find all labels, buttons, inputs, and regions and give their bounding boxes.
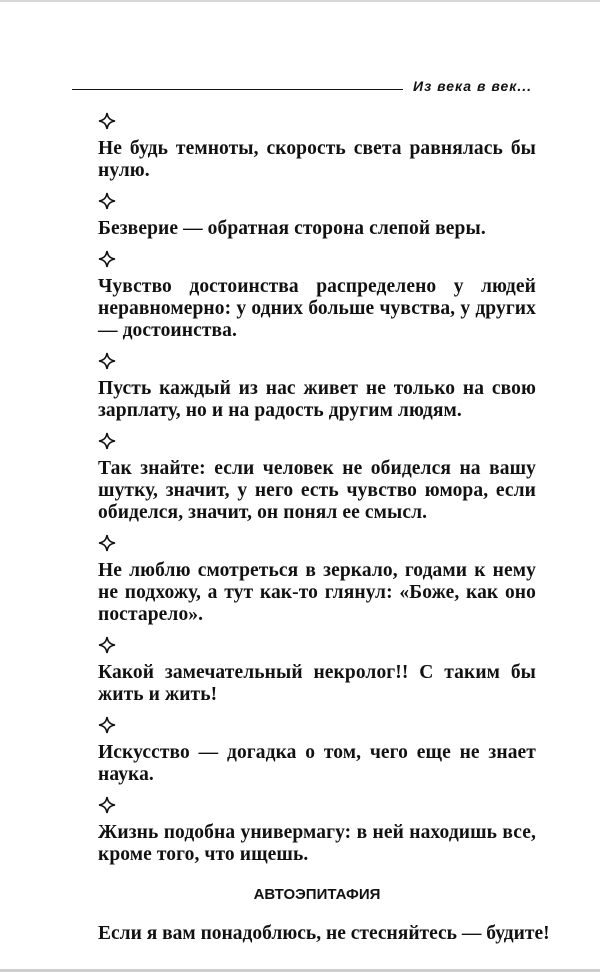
aphorism-text: Какой замечательный некролог!! С таким бы жить и жить!: [98, 662, 536, 705]
aphorism-entry: [98, 192, 536, 240]
aphorism-text: Пусть каждый из нас живет не только на свою зарплату, но и на радость другим людям.: [98, 378, 536, 421]
aphorism-text: Так знайте: если человек не обиделся на вашу шутку, значит, у него есть чувство юмора, если обиделся, значит, он понял ее смысл.: [98, 458, 536, 523]
star-icon: [98, 192, 116, 210]
star-icon: [98, 534, 116, 552]
star-icon: [98, 352, 116, 370]
aphorism-entry: [98, 636, 536, 706]
star-icon: [98, 432, 116, 450]
epitaph-text: Если я вам понадоблюсь, не стесняйтесь — будите!: [98, 923, 550, 944]
star-icon: [98, 716, 116, 734]
aphorism-text: Искусство — догадка о том, чего еще не знает наука.: [98, 742, 536, 785]
aphorism-entry: [98, 534, 536, 626]
aphorism-text: Безверие — обратная сторона слепой веры.: [98, 218, 486, 239]
aphorism-entry: [98, 716, 536, 786]
aphorism-text: Не люблю смотреться в зеркало, годами к нему не подхожу, а тут как-то глянул: «Боже, как оно постарело».: [98, 560, 536, 625]
aphorism-entry: [98, 796, 536, 866]
aphorism-text: Не будь темноты, скорость света равнялась бы нулю.: [98, 138, 536, 181]
aphorism-text: Жизнь подобна универмагу: в ней находишь все, кроме того, что ищешь.: [98, 822, 536, 865]
star-icon: [98, 796, 116, 814]
page-content: [98, 112, 550, 945]
aphorism-entry: [98, 432, 536, 524]
star-icon: [98, 112, 116, 130]
top-border: [0, 0, 600, 2]
star-icon: [98, 636, 116, 654]
running-head: [72, 74, 532, 94]
star-icon: [98, 250, 116, 268]
aphorism-text: Чувство достоинства распределено у людей неравномерно: у одних больше чувства, у других — достоинства.: [98, 276, 536, 341]
aphorism-entry: [98, 250, 536, 342]
section-heading: АВТОЭПИТАФИЯ: [253, 886, 381, 903]
aphorism-entry: [98, 112, 536, 182]
header-rule: [72, 89, 403, 90]
aphorism-entry: [98, 352, 536, 422]
running-title: Из века в век...: [413, 78, 532, 94]
